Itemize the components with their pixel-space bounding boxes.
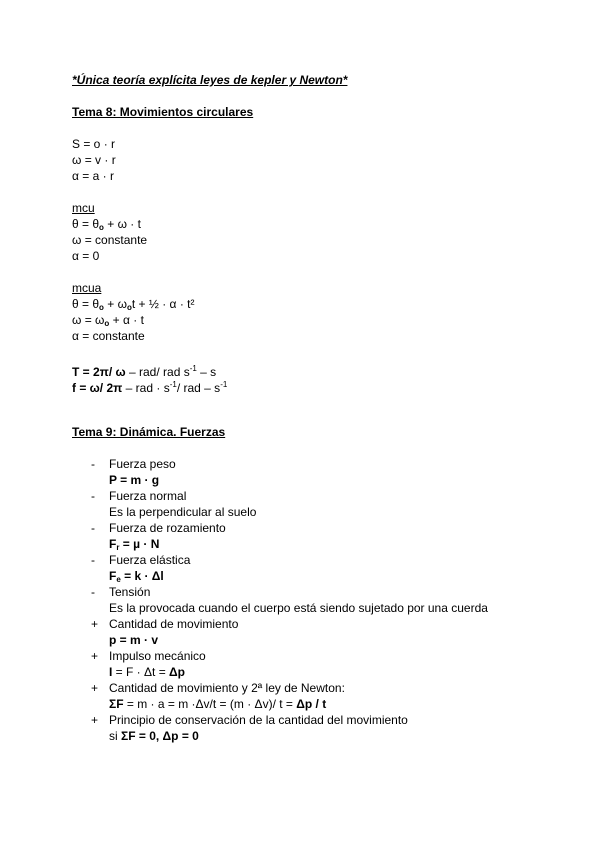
- mcua-equation-velocity: $\omega = \omega_o + \alpha \cdot t$: [72, 313, 144, 328]
- list-marker: -: [91, 585, 95, 599]
- tema8-title: Tema 8: Movimientos circulares: [72, 105, 254, 119]
- list-marker: -: [91, 521, 95, 535]
- formula-peso: P = m · g: [109, 473, 160, 487]
- list-marker: -: [91, 457, 95, 471]
- period-formula: T = 2π/ ω – rad/ rad $s^{-1}$ – s: [72, 364, 217, 379]
- formula-elastica: $F_e = k \cdot \Delta l$: [109, 569, 164, 584]
- formula-segunda-ley: ΣF = m · a = m ·Δv/t = (m · Δv)/ t = Δp / t: [109, 697, 327, 711]
- frequency-formula: f = ω/ 2π – rad · $s^{-1}/$ rad – $s^{-1}$: [72, 380, 228, 395]
- list-item-cantidad-movimiento: Cantidad de movimiento: [109, 617, 239, 631]
- list-item-conservacion: Principio de conservación de la cantidad del movimiento: [109, 713, 408, 727]
- mcu-title: mcu: [72, 201, 95, 215]
- list-marker: +: [91, 617, 99, 631]
- list-item-fuerza-normal: Fuerza normal: [109, 489, 187, 503]
- mcu-equation-velocity: ω = constante: [72, 233, 148, 247]
- formula-angular-acceleration: α = a · r: [72, 169, 114, 183]
- formula-impulso: I = F · Δt = Δp: [109, 665, 186, 679]
- mcu-equation-position: $\theta = \theta_o + \omega \cdot t$: [72, 217, 141, 232]
- mcua-title: mcua: [72, 281, 102, 295]
- list-marker: -: [91, 489, 95, 503]
- note-heading: *Única teoría explícita leyes de kepler y Newton*: [72, 73, 348, 87]
- formula-conservacion: si ΣF = 0, Δp = 0: [109, 729, 199, 743]
- list-item-tension: Tensión: [109, 585, 151, 599]
- list-item-fuerza-elastica: Fuerza elástica: [109, 553, 191, 567]
- list-item-impulso: Impulso mecánico: [109, 649, 206, 663]
- normal-description: Es la perpendicular al suelo: [109, 505, 257, 519]
- list-marker: +: [91, 649, 99, 663]
- tema9-title: Tema 9: Dinámica. Fuerzas: [72, 425, 226, 439]
- mcua-equation-position: $\theta = \theta_o + \omega_ot$ + ½ · α · t²: [72, 297, 195, 312]
- formula-angular-velocity: ω = v · r: [72, 153, 116, 167]
- list-marker: -: [91, 553, 95, 567]
- mcua-equation-acceleration: α = constante: [72, 329, 145, 343]
- list-item-fuerza-rozamiento: Fuerza de rozamiento: [109, 521, 226, 535]
- formula-cantidad-movimiento: p = m · v: [109, 633, 159, 647]
- list-item-fuerza-peso: Fuerza peso: [109, 457, 176, 471]
- list-marker: +: [91, 681, 99, 695]
- list-item-segunda-ley: Cantidad de movimiento y 2ª ley de Newton:: [109, 681, 345, 695]
- list-marker: +: [91, 713, 99, 727]
- mcu-equation-acceleration: α = 0: [72, 249, 100, 263]
- formula-arc-length: S = ο · r: [72, 137, 116, 151]
- formula-rozamiento: $F_r = \mu \cdot N$: [109, 537, 160, 552]
- tension-description: Es la provocada cuando el cuerpo está siendo sujetado por una cuerda: [109, 601, 488, 615]
